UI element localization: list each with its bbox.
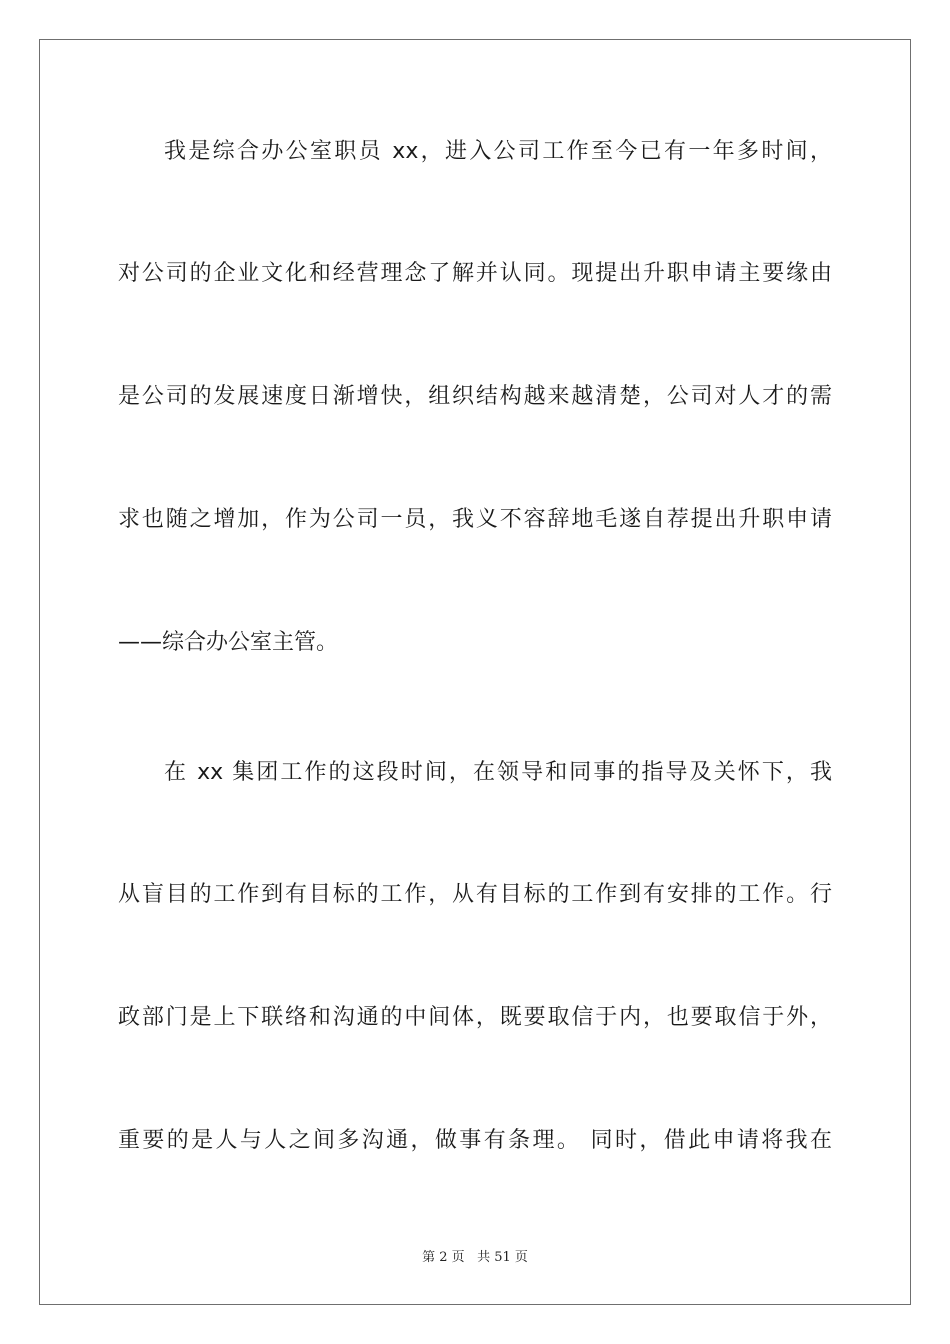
paragraph-1-line-4: 求也随之增加，作为公司一员，我义不容辞地毛遂自荐提出升职申请 bbox=[118, 507, 832, 532]
paragraph-2-line-3: 政部门是上下联络和沟通的中间体，既要取信于内，也要取信于外， bbox=[118, 1005, 832, 1030]
paragraph-1-line-3: 是公司的发展速度日渐增快，组织结构越来越清楚，公司对人才的需 bbox=[118, 384, 832, 409]
paragraph-1-line-5: ——综合办公室主管。 bbox=[118, 630, 339, 655]
paragraph-2-line-1: 在 xx 集团工作的这段时间，在领导和同事的指导及关怀下，我 bbox=[164, 760, 832, 785]
page-border bbox=[39, 39, 911, 1305]
paragraph-1-line-1: 我是综合办公室职员 xx，进入公司工作至今已有一年多时间， bbox=[164, 139, 832, 164]
paragraph-1-line-2: 对公司的企业文化和经营理念了解并认同。现提出升职申请主要缘由 bbox=[118, 261, 832, 286]
paragraph-2-line-4: 重要的是人与人之间多沟通，做事有条理。 同时，借此申请将我在 bbox=[118, 1128, 832, 1153]
page-footer bbox=[0, 1249, 950, 1267]
page-number: 第 2 页 bbox=[422, 1250, 465, 1265]
total-pages: 共 51 页 bbox=[477, 1250, 528, 1265]
paragraph-2-line-2: 从盲目的工作到有目标的工作，从有目标的工作到有安排的工作。行 bbox=[118, 882, 832, 907]
